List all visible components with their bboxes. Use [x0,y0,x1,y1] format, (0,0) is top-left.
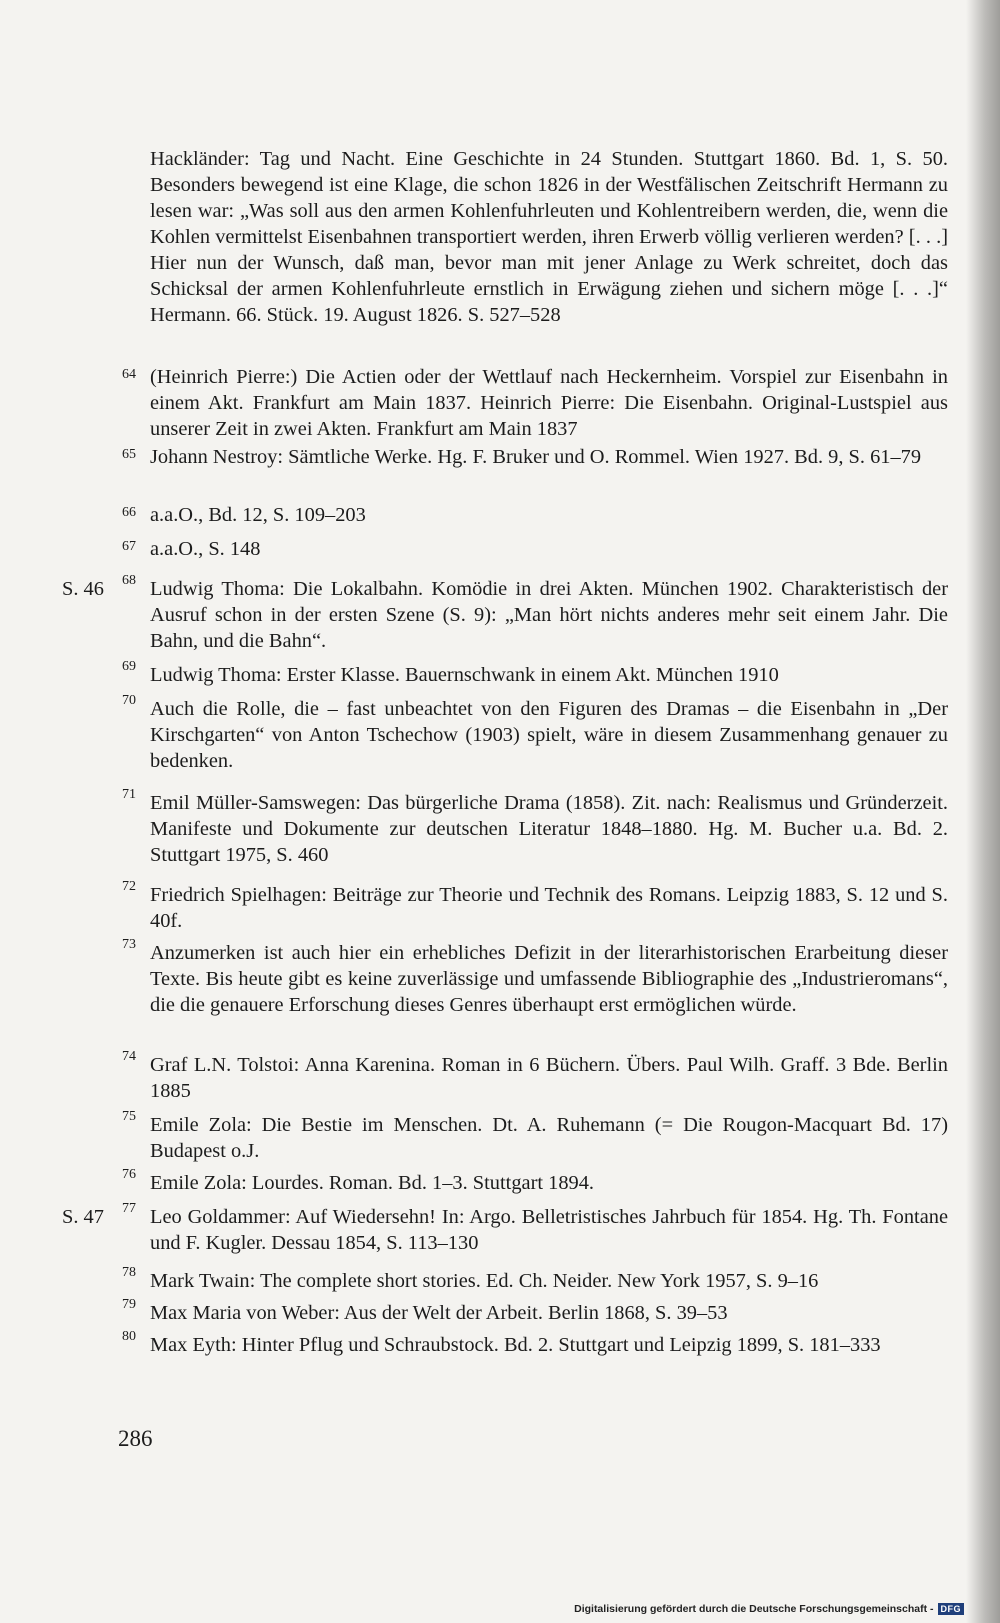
footnote-number: 64 [122,367,136,382]
footnote-63-continuation: Hackländer: Tag und Nacht. Eine Geschichte in 24 Stunden. Stuttgart 1860. Bd. 1, S. 50. Besonders bewegend ist eine Klage, die schon 1826 in der Westfälischen Zeitschrift Hermann zu lesen war: „Was soll aus den armen Kohlenfuhrleuten und Kohlentreibern werden, die, wenn die Kohlen vermittelst Eisenbahnen transportiert werden, ihren Erwerb völlig verlieren werden? [. . .] Hier nun der Wunsch, daß man, bevor man mit jener Anlage zu Werk schreitet, doch das Schicksal der armen Kohlenfuhrleute ernstlich in Erwägung ziehen und sichern möge [. . .]“ Hermann. 66. Stück. 19. August 1826. S. 527–528 [150,148,948,326]
footnote-64: (Heinrich Pierre:) Die Actien oder der Wettlauf nach Heckernheim. Vorspiel zur Eisenbahn in einem Akt. Frankfurt am Main 1837. Heinrich Pierre: Die Eisenbahn. Original-Lustspiel aus unserer Zeit in zwei Akten. Frankfurt am Main 1837 [150,366,948,440]
footnote-number: 70 [122,693,136,708]
footnote-75: Emile Zola: Die Bestie im Menschen. Dt. A. Ruhemann (= Die Rougon-Macquart Bd. 17) Budapest o.J. [150,1114,948,1162]
footnote-74: Graf L.N. Tolstoi: Anna Karenina. Roman in 6 Büchern. Übers. Paul Wilh. Graff. 3 Bde. Berlin 1885 [150,1054,948,1102]
footnote-79: Max Maria von Weber: Aus der Welt der Arbeit. Berlin 1868, S. 39–53 [150,1302,728,1324]
funding-text: Digitalisierung gefördert durch die Deutsche Forschungsgemeinschaft - [574,1603,934,1615]
footnote-65: Johann Nestroy: Sämtliche Werke. Hg. F. Bruker und O. Rommel. Wien 1927. Bd. 9, S. 61–79 [150,446,922,468]
footnote-76: Emile Zola: Lourdes. Roman. Bd. 1–3. Stuttgart 1894. [150,1172,595,1194]
dfg-logo: DFG [938,1603,965,1615]
footnote-number: 72 [122,879,136,894]
footnote-73: Anzumerken ist auch hier ein erhebliches Defizit in der literarhistorischen Erarbeitung dieser Texte. Bis heute gibt es keine zuverlässige und umfassende Bibliographie des „Industrieromans“, die die genauere Erforschung dieses Genres überhaupt erst ermöglichen würde. [150,942,948,1016]
footnote-number: 65 [122,447,136,462]
margin-page-reference: S. 47 [62,1206,104,1228]
footnote-72: Friedrich Spielhagen: Beiträge zur Theorie und Technik des Romans. Leipzig 1883, S. 12 und S. 40f. [150,884,948,932]
footnote-number: 76 [122,1167,136,1182]
footnote-71: Emil Müller-Samswegen: Das bürgerliche Drama (1858). Zit. nach: Realismus und Gründerzeit. Manifeste und Dokumente zur deutschen Literatur 1848–1880. Hg. M. Bucher u.a. Bd. 2. Stuttgart 1975, S. 460 [150,792,948,866]
footnote-number: 73 [122,937,136,952]
footnote-number: 71 [122,787,136,802]
footnote-number: 69 [122,659,136,674]
footnote-number: 78 [122,1265,136,1280]
footnote-80: Max Eyth: Hinter Pflug und Schraubstock. Bd. 2. Stuttgart und Leipzig 1899, S. 181–333 [150,1334,881,1356]
footnote-number: 80 [122,1329,136,1344]
footnote-78: Mark Twain: The complete short stories. Ed. Ch. Neider. New York 1957, S. 9–16 [150,1270,819,1292]
footnote-number: 75 [122,1109,136,1124]
footnote-number: 67 [122,539,136,554]
footnote-69: Ludwig Thoma: Erster Klasse. Bauernschwank in einem Akt. München 1910 [150,664,779,686]
margin-page-reference: S. 46 [62,578,104,600]
footnote-number: 79 [122,1297,136,1312]
footnote-77: Leo Goldammer: Auf Wiedersehn! In: Argo. Belletristisches Jahrbuch für 1854. Hg. Th. Fontane und F. Kugler. Dessau 1854, S. 113–130 [150,1206,948,1254]
footnote-number: 68 [122,573,136,588]
page-edge-shadow [966,0,1000,1623]
footnote-number: 66 [122,505,136,520]
funding-footer [574,1601,964,1617]
footnote-66: a.a.O., Bd. 12, S. 109–203 [150,504,366,526]
footnote-number: 77 [122,1201,136,1216]
footnote-67: a.a.O., S. 148 [150,538,261,560]
footnote-70: Auch die Rolle, die – fast unbeachtet von den Figuren des Dramas – die Eisenbahn in „Der Kirschgarten“ von Anton Tschechow (1903) spielt, wäre in diesem Zusammenhang genauer zu bedenken. [150,698,948,772]
footnote-68: Ludwig Thoma: Die Lokalbahn. Komödie in drei Akten. München 1902. Charakteristisch der Ausruf schon in der ersten Szene (S. 9): „Man hört nichts anderes mehr seit einem Jahr. Die Bahn, und die Bahn“. [150,578,948,652]
page-number: 286 [118,1426,153,1451]
footnote-number: 74 [122,1049,136,1064]
